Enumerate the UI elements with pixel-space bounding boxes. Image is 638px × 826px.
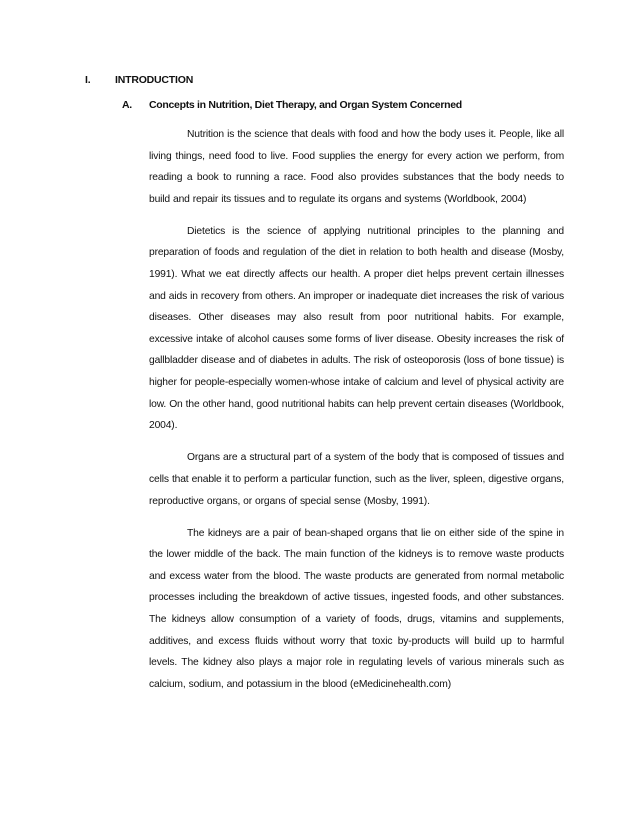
paragraph-dietetics: Dietetics is the science of applying nutritional principles to the planning and preparation of foods and regulation of the diet in relation to both health and disease (Mosby, 1991). What we eat directly affects our health. A proper diet helps prevent certain illnesses and aids in recovery from others. An improper or inadequate diet increases the risk of various diseases. Other diseases may also result from poor nutritional habits. For example, excessive intake of alcohol causes some forms of liver disease. Obesity increases the risk of gallbladder disease and of diabetes in adults. The risk of osteoporosis (loss of bone tissue) is higher for people-especially women-whose intake of calcium and level of physical activity are low. On the other hand, good nutritional habits can help prevent certain diseases (Worldbook, 2004). (149, 225, 564, 432)
section-heading (85, 74, 193, 86)
subsection-letter: A. (122, 99, 132, 111)
subsection-title: Concepts in Nutrition, Diet Therapy, and Organ System Concerned (149, 99, 462, 111)
section-number: I. (85, 74, 91, 86)
body-text (149, 124, 564, 706)
section-title: INTRODUCTION (115, 74, 194, 86)
paragraph-kidneys: The kidneys are a pair of bean-shaped organs that lie on either side of the spine in the lower middle of the back. The main function of the kidneys is to remove waste products and excess water from the blood. The waste products are generated from normal metabolic processes including the breakdown of active tissues, ingested foods, and other substances. The kidneys allow consumption of a variety of foods, drugs, vitamins and supplements, additives, and excess fluids without worry that toxic by-products will build up to harmful levels. The kidney also plays a major role in regulating levels of various minerals such as calcium, sodium, and potassium in the blood (eMedicinehealth.com) (149, 527, 564, 690)
subsection-heading (122, 99, 462, 111)
paragraph-nutrition: Nutrition is the science that deals with food and how the body uses it. People, like all living things, need food to live. Food supplies the energy for every action we perform, from reading a book to running a race. Food also provides substances that the body needs to build and repair its tissues and to regulate its organs and systems (Worldbook, 2004) (149, 129, 564, 205)
paragraph-organs: Organs are a structural part of a system of the body that is composed of tissues and cells that enable it to perform a particular function, such as the liver, spleen, digestive organs, reproductive organs, or organs of special sense (Mosby, 1991). (149, 452, 564, 507)
